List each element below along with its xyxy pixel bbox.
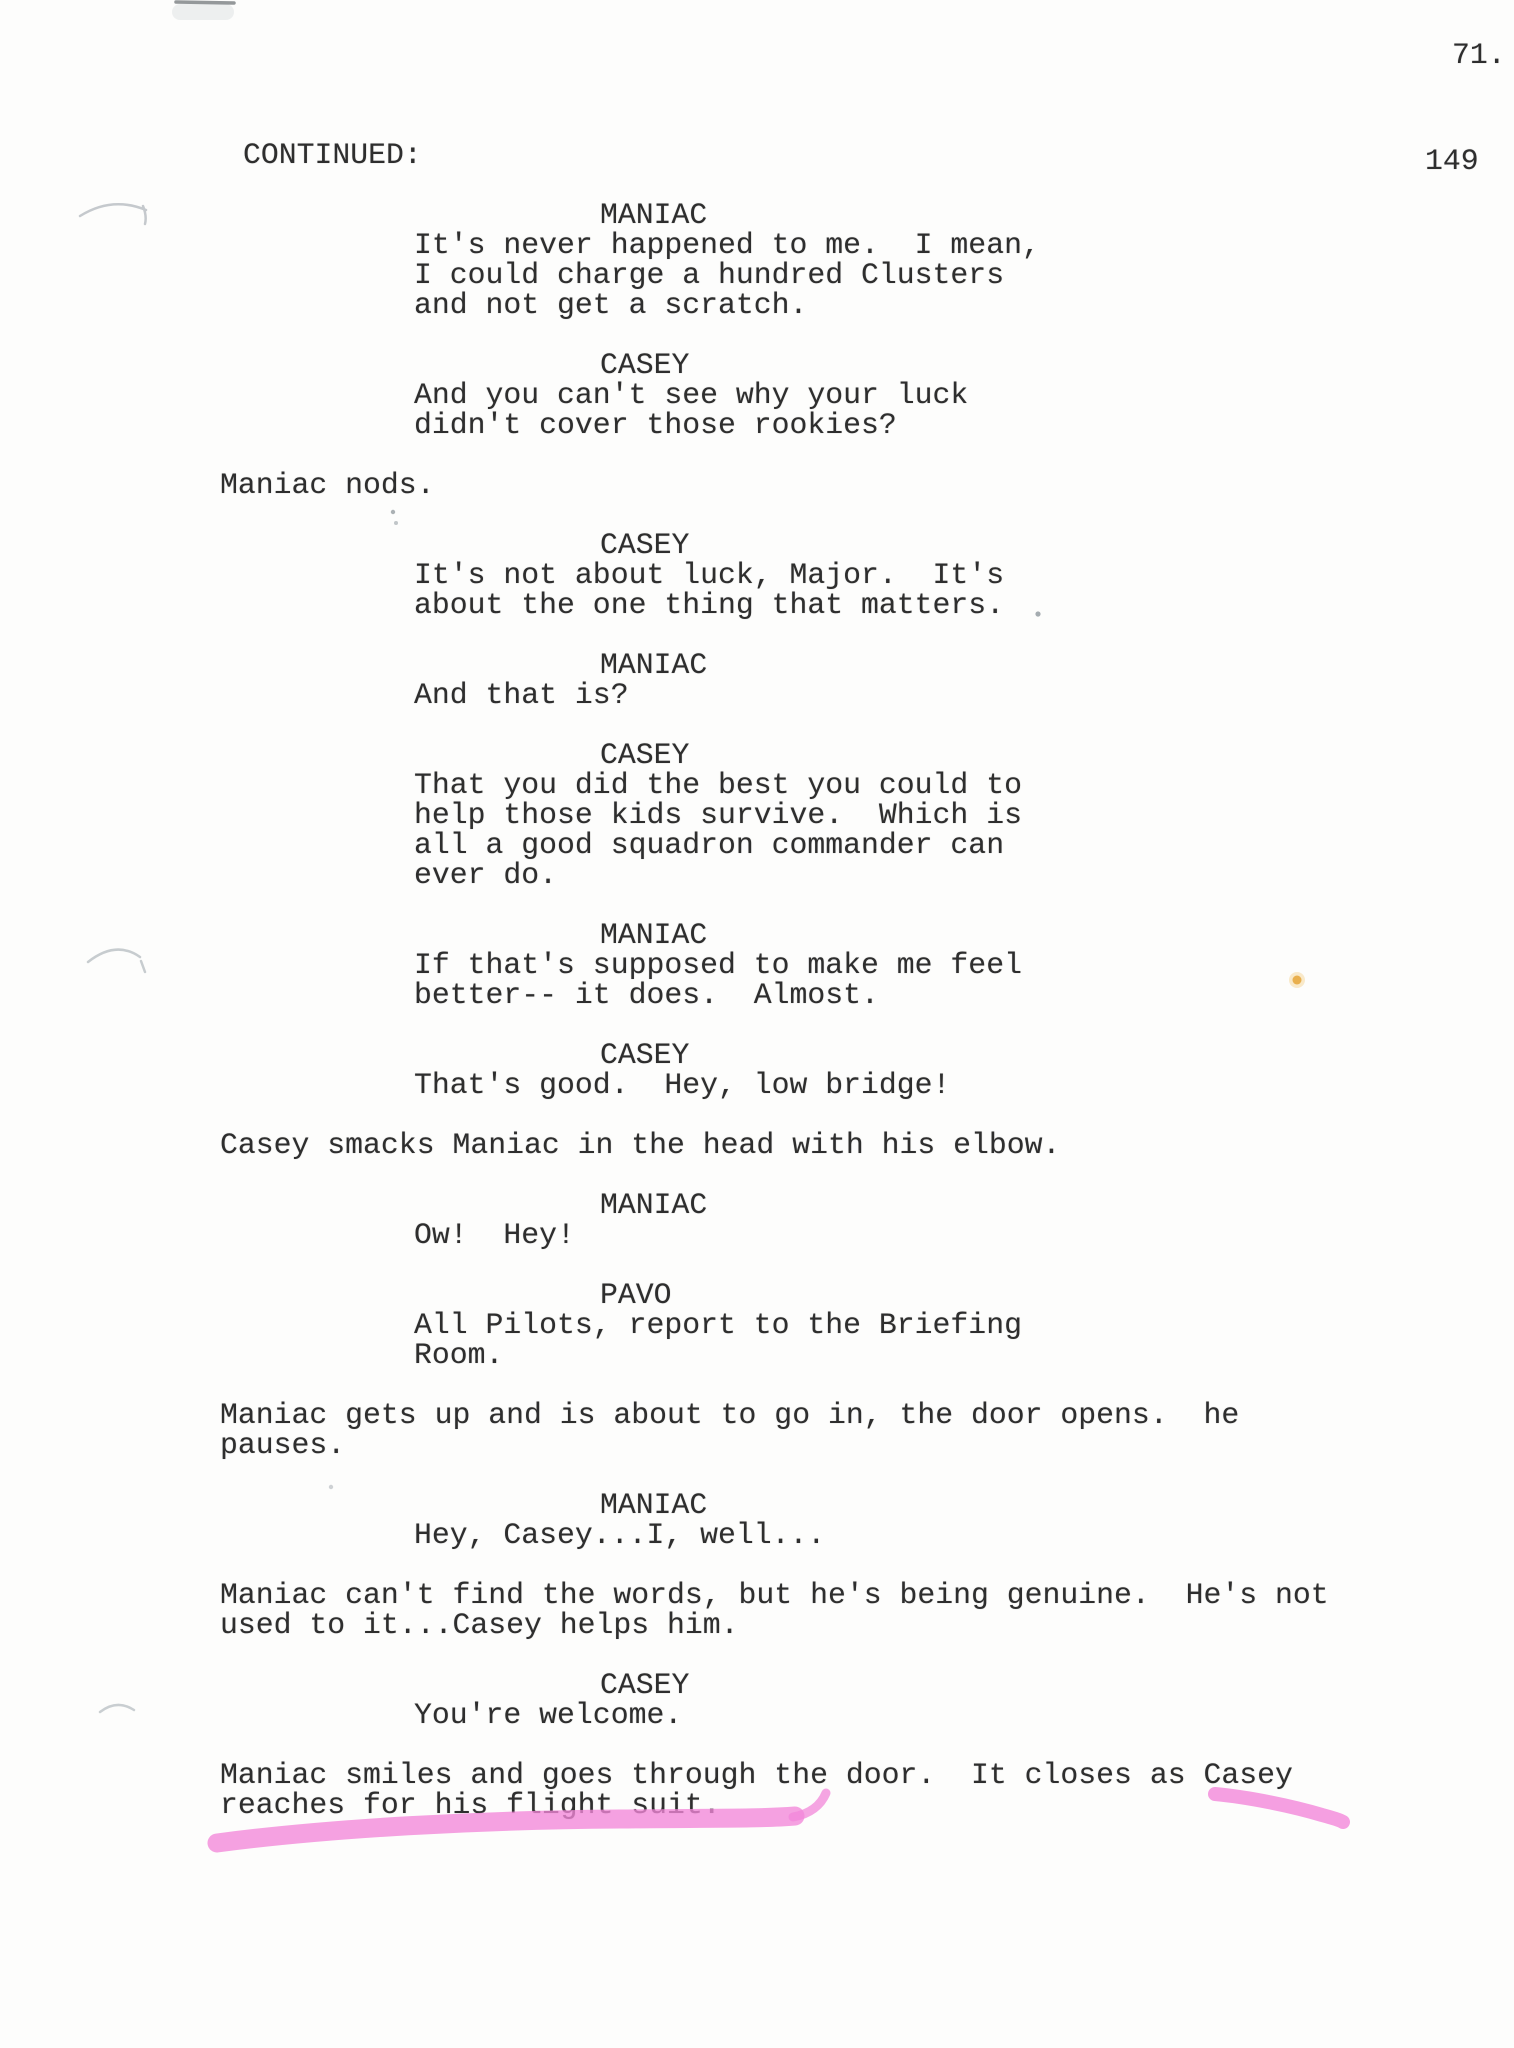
dialogue-line: That you did the best you could to	[414, 768, 1022, 802]
dialogue-line: And you can't see why your luck	[414, 378, 969, 412]
character-name: MANIAC	[600, 648, 708, 682]
dialogue-line: Ow! Hey!	[414, 1218, 575, 1252]
dialogue-line: didn't cover those rookies?	[414, 408, 897, 442]
dialogue-line: That's good. Hey, low bridge!	[414, 1068, 951, 1102]
dialogue-block	[0, 1280, 1514, 1370]
dialogue-block	[0, 650, 1514, 710]
character-name: CASEY	[600, 1668, 690, 1702]
dialogue-line: It's never happened to me. I mean,	[414, 228, 1040, 262]
dialogue-line: Room.	[414, 1338, 504, 1372]
dialogue-line: And that is?	[414, 678, 629, 712]
dialogue-block	[0, 1190, 1514, 1250]
dialogue-line: ever do.	[414, 858, 558, 892]
dialogue-line: You're welcome.	[414, 1698, 683, 1732]
dialogue-line: Hey, Casey...I, well...	[414, 1518, 826, 1552]
dialogue-line: I could charge a hundred Clusters	[414, 258, 1005, 292]
dialogue-line: and not get a scratch.	[414, 288, 808, 322]
scene-number: 149	[1425, 144, 1479, 178]
dialogue-line: If that's supposed to make me feel	[414, 948, 1022, 982]
character-name: PAVO	[600, 1278, 672, 1312]
action-line: Maniac nods.	[220, 468, 435, 502]
script-body	[0, 200, 1514, 1850]
dialogue-block	[0, 740, 1514, 890]
action-block	[0, 470, 1514, 500]
continued-label: CONTINUED:	[243, 138, 422, 172]
character-name: CASEY	[600, 738, 690, 772]
action-line: reaches for his flight suit.	[220, 1788, 721, 1822]
dialogue-block	[0, 1490, 1514, 1550]
action-block	[0, 1130, 1514, 1160]
character-name: MANIAC	[600, 198, 708, 232]
action-line: Maniac can't find the words, but he's being genuine. He's not	[220, 1578, 1329, 1612]
dialogue-line: better-- it does. Almost.	[414, 978, 879, 1012]
dialogue-line: all a good squadron commander can	[414, 828, 1005, 862]
dialogue-block	[0, 1670, 1514, 1730]
dialogue-line: It's not about luck, Major. It's	[414, 558, 1005, 592]
character-name: MANIAC	[600, 918, 708, 952]
dialogue-block	[0, 920, 1514, 1010]
character-name: CASEY	[600, 348, 690, 382]
action-line: Casey smacks Maniac in the head with his elbow.	[220, 1128, 1061, 1162]
character-name: MANIAC	[600, 1488, 708, 1522]
dialogue-line: about the one thing that matters.	[414, 588, 1005, 622]
character-name: MANIAC	[600, 1188, 708, 1222]
dialogue-block	[0, 1040, 1514, 1100]
action-line: Maniac gets up and is about to go in, the door opens. he	[220, 1398, 1240, 1432]
dialogue-line: All Pilots, report to the Briefing	[414, 1308, 1022, 1342]
action-line: pauses.	[220, 1428, 346, 1462]
character-name: CASEY	[600, 1038, 690, 1072]
action-block	[0, 1580, 1514, 1640]
action-block	[0, 1760, 1514, 1820]
action-block	[0, 1400, 1514, 1460]
dialogue-line: help those kids survive. Which is	[414, 798, 1022, 832]
action-line: used to it...Casey helps him.	[220, 1608, 739, 1642]
page-number: 71.	[1452, 38, 1506, 72]
dialogue-block	[0, 350, 1514, 440]
action-line: Maniac smiles and goes through the door. It closes as Casey	[220, 1758, 1293, 1792]
dialogue-block	[0, 200, 1514, 320]
character-name: CASEY	[600, 528, 690, 562]
dialogue-block	[0, 530, 1514, 620]
